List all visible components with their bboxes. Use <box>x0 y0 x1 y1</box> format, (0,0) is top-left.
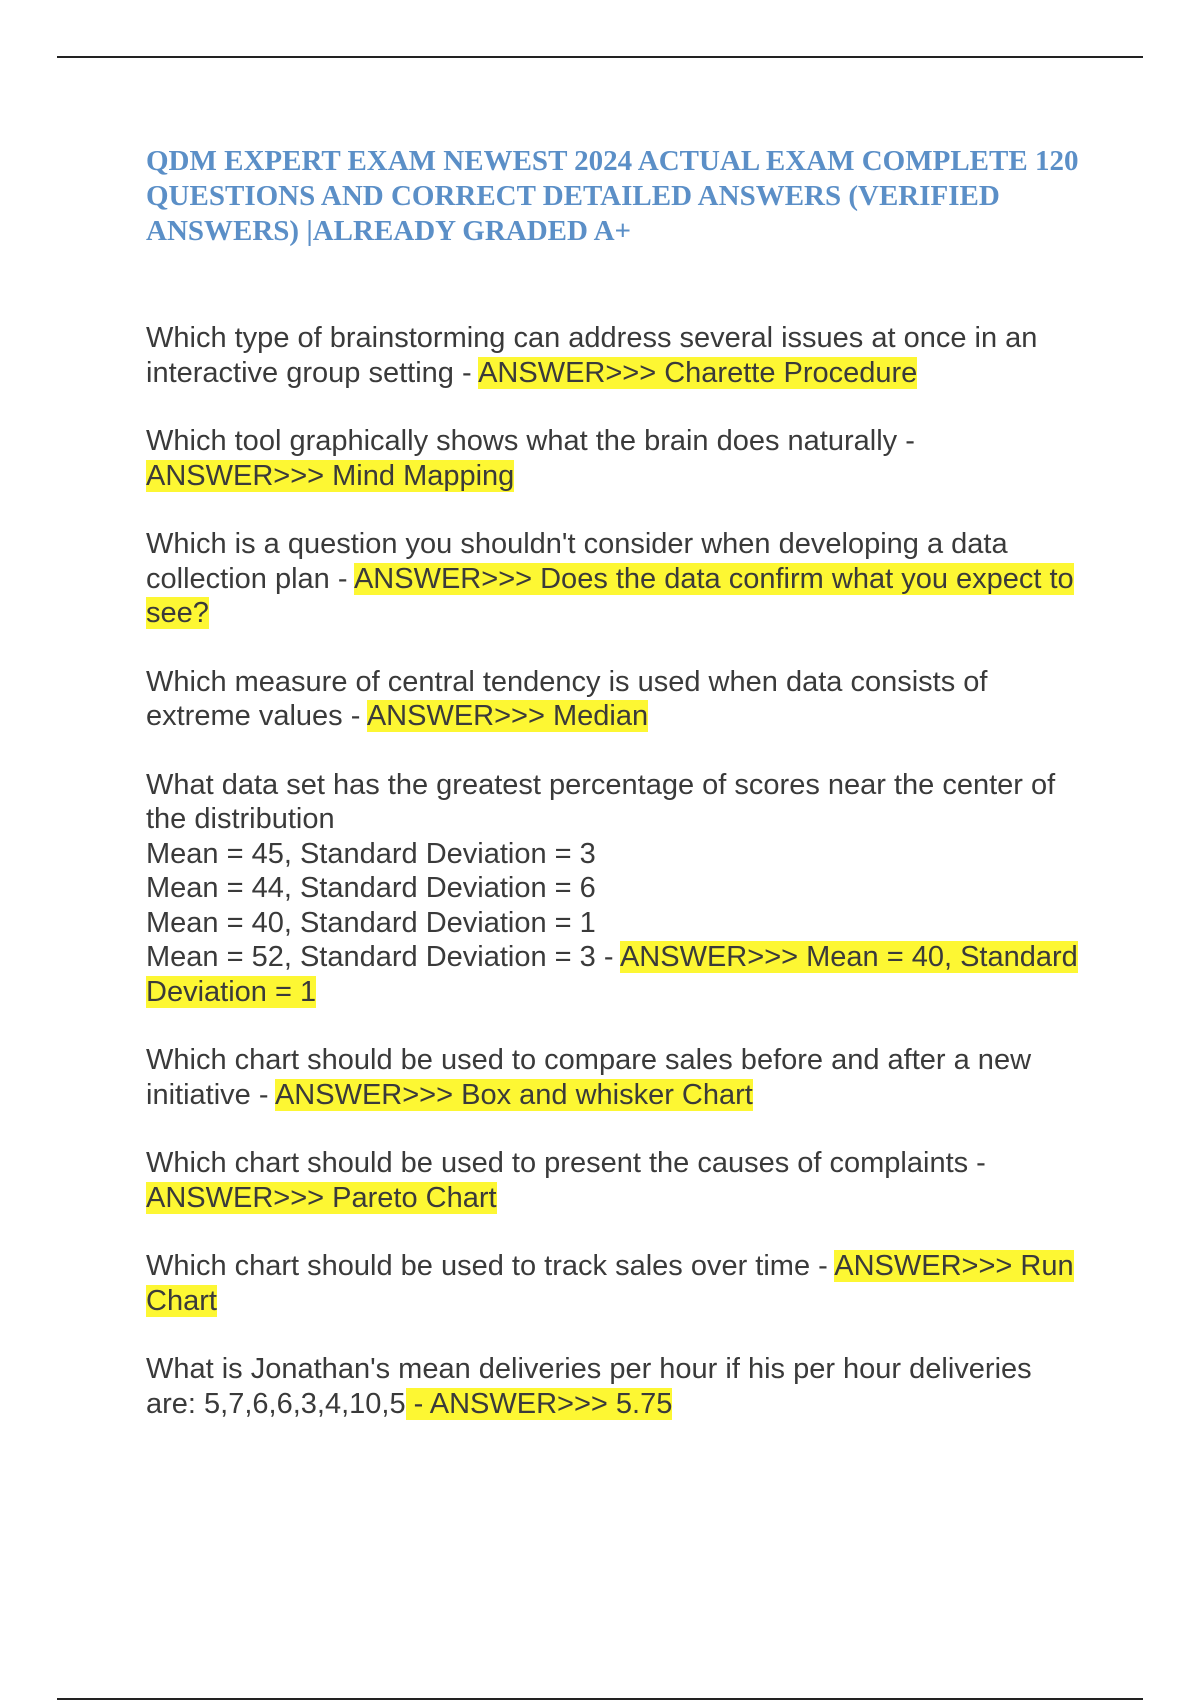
qa-item <box>146 665 1086 734</box>
question-text: What is Jonathan's mean deliveries per hour if his per hour deliveries are: 5,7,6,6,3,4,10,5 <box>146 1353 1032 1420</box>
document-body <box>146 144 1086 1455</box>
question-text: Which tool graphically shows what the brain does naturally - <box>146 425 915 457</box>
header-rule <box>57 56 1143 58</box>
answer-text: ANSWER>>> Charette Procedure <box>478 356 918 389</box>
qa-item <box>146 1352 1086 1421</box>
question-option: Mean = 52, Standard Deviation = 3 - <box>146 941 620 973</box>
document-title: QDM EXPERT EXAM NEWEST 2024 ACTUAL EXAM COMPLETE 120 QUESTIONS AND CORRECT DETAILED ANSWERS (VERIFIED ANSWERS) |ALREADY GRADED A+ <box>146 145 1079 247</box>
question-text: What data set has the greatest percentage of scores near the center of the distribution <box>146 768 1056 835</box>
question-text: Which chart should be used to track sales over time - <box>146 1250 835 1282</box>
question-option: Mean = 45, Standard Deviation = 3 <box>146 837 596 870</box>
answer-text: ANSWER>>> Run Chart <box>146 1250 1074 1317</box>
qa-item <box>146 1043 1086 1112</box>
qa-item <box>146 527 1086 631</box>
question-text: Which chart should be used to compare sales before and after a new initiative - <box>146 1044 1032 1111</box>
answer-text: - ANSWER>>> 5.75 <box>405 1387 673 1420</box>
answer-text: ANSWER>>> Mind Mapping <box>146 459 515 492</box>
answer-text: ANSWER>>> Median <box>366 700 649 732</box>
qa-item <box>146 1146 1086 1215</box>
question-text: Which is a question you shouldn't consider when developing a data collection plan - <box>146 528 1008 595</box>
question-option: Mean = 44, Standard Deviation = 6 <box>146 872 596 904</box>
answer-text: ANSWER>>> Does the data confirm what you expect to see? <box>146 562 1074 629</box>
qa-item <box>146 1249 1086 1318</box>
qa-item <box>146 321 1086 390</box>
question-text: Which measure of central tendency is used when data consists of extreme values - <box>146 665 988 732</box>
qa-item <box>146 424 1086 493</box>
question-text: Which type of brainstorming can address several issues at once in an interactive group setting - <box>146 322 1038 389</box>
answer-text: ANSWER>>> Box and whisker Chart <box>274 1078 753 1111</box>
question-option: Mean = 40, Standard Deviation = 1 <box>146 906 596 939</box>
answer-text: ANSWER>>> Pareto Chart <box>146 1181 497 1214</box>
question-text: Which chart should be used to present the causes of complaints - <box>146 1147 986 1179</box>
qa-list <box>146 321 1086 1421</box>
answer-text: ANSWER>>> Mean = 40, Standard Deviation = 1 <box>146 941 1078 1008</box>
qa-item <box>146 768 1086 1010</box>
